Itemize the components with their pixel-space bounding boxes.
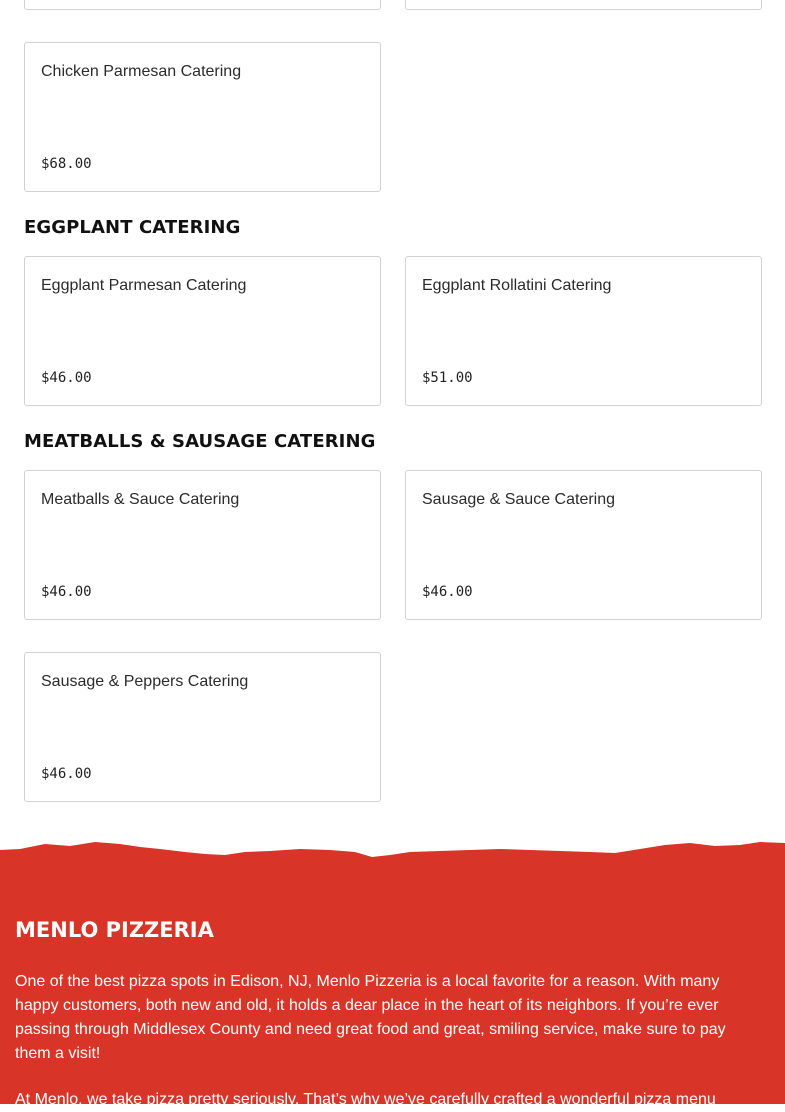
menu-item-price: $51.00 xyxy=(422,370,473,386)
menu-item-name: Meatballs & Sauce Catering xyxy=(41,491,240,508)
menu-item-card[interactable] xyxy=(24,652,381,802)
menu-item-price: $68.00 xyxy=(41,156,92,172)
menu-item-card[interactable] xyxy=(24,470,381,620)
section-title-meatballs-sausage: MEATBALLS & SAUSAGE CATERING xyxy=(24,431,376,452)
menu-item-name: Sausage & Sauce Catering xyxy=(422,491,616,508)
footer-paragraph: One of the best pizza spots in Edison, NJ, Menlo Pizzeria is a local favorite for a reason. With many happy customers, both new and old, it holds a dear place in the heart of its neighbors. If you’re ever passing through Middlesex County and need great food and great, smiling service, make sure to pay them a visit! xyxy=(15,973,726,1062)
menu-item-card[interactable] xyxy=(24,256,381,406)
menu-item-card-partial-right[interactable] xyxy=(405,0,762,10)
footer xyxy=(0,840,785,1108)
menu-item-card[interactable] xyxy=(405,470,762,620)
menu-item-price: $46.00 xyxy=(422,584,473,600)
menu-item-name: Eggplant Parmesan Catering xyxy=(41,277,247,294)
menu-item-price: $46.00 xyxy=(41,766,92,782)
menu-item-name: Sausage & Peppers Catering xyxy=(41,673,249,690)
menu-item-name: Chicken Parmesan Catering xyxy=(41,63,242,80)
menu-item-price: $46.00 xyxy=(41,584,92,600)
menu-item-price: $46.00 xyxy=(41,370,92,386)
menu-item-card[interactable] xyxy=(24,42,381,192)
section-title-eggplant: EGGPLANT CATERING xyxy=(24,217,241,238)
menu-item-name: Eggplant Rollatini Catering xyxy=(422,277,612,294)
footer-title: MENLO PIZZERIA xyxy=(15,918,214,942)
menu-item-card-partial-left[interactable] xyxy=(24,0,381,10)
footer-paragraph: At Menlo, we take pizza pretty seriously. That’s why we’ve carefully crafted a wonderful pizza menu xyxy=(15,1091,716,1108)
menu-item-card[interactable] xyxy=(405,256,762,406)
